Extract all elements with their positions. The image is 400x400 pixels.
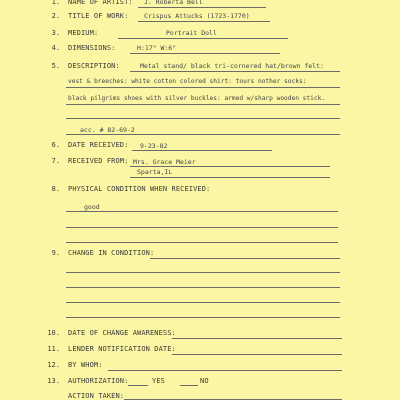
description-label: DESCRIPTION: (68, 62, 120, 70)
item-number-5: 5. (51, 62, 60, 70)
medium-value: Portrait Doll (166, 29, 217, 37)
physical-condition-rule-1 (66, 211, 338, 212)
date-received-line (132, 150, 272, 151)
change-in-condition-rule-5 (66, 317, 340, 318)
item-number-7: 7. (51, 157, 60, 165)
physical-condition-value: good (84, 203, 100, 211)
change-in-condition-label: CHANGE IN CONDITION: (68, 249, 155, 257)
dimensions-value: H:17" W:6" (137, 44, 177, 52)
change-in-condition-rule-2 (66, 272, 340, 273)
description-rule-5 (66, 134, 340, 135)
item-number-6: 6. (51, 141, 60, 149)
authorization-no-blank (180, 385, 198, 386)
date-change-awareness-label: DATE OF CHANGE AWARENESS: (68, 329, 176, 337)
physical-condition-label: PHYSICAL CONDITION WHEN RECEIVED: (68, 185, 211, 193)
artist-name-line (138, 7, 266, 8)
description-rule-3 (66, 104, 340, 105)
item-number-4: 4. (51, 44, 60, 52)
title-line (138, 21, 270, 22)
item-number-11: 11. (47, 345, 60, 353)
lender-notification-label: LENDER NOTIFICATION DATE: (68, 345, 176, 353)
change-in-condition-rule-1 (150, 258, 340, 259)
description-line-1: Metal stand/ black tri-cornered hat/brown felt: (140, 62, 324, 70)
artist-name-label: NAME OF ARTIST: (68, 0, 133, 6)
date-change-awareness-line (172, 338, 342, 339)
item-number-1: 1. (51, 0, 60, 6)
item-number-12: 12. (47, 361, 60, 369)
item-number-8: 8. (51, 185, 60, 193)
received-from-name: Mrs. Grace Meier (133, 158, 196, 166)
authorization-yes-blank (128, 385, 148, 386)
received-from-line-2 (130, 177, 330, 178)
action-taken-label: ACTION TAKEN: (68, 392, 125, 400)
date-received-label: DATE RECEIVED: (68, 141, 129, 149)
description-line-2: vest & breeches: white cotton colored shirt: tours nother socks: (68, 78, 307, 85)
dimensions-line (130, 53, 280, 54)
item-number-2: 2. (51, 12, 60, 20)
item-number-3: 3. (51, 29, 60, 37)
by-whom-label: BY WHOM: (68, 361, 103, 369)
by-whom-line (108, 370, 342, 371)
description-rule-1 (130, 71, 340, 72)
description-line-3: black pilgrims shoes with silver buckles: armed w/sharp wooden stick. (68, 95, 326, 102)
authorization-no-label: NO (200, 377, 209, 385)
item-number-10: 10. (47, 329, 60, 337)
title-label: TITLE OF WORK: (68, 12, 129, 20)
title-value: Crispus Attucks (1723-1770) (144, 12, 250, 20)
dimensions-label: DIMENSIONS: (68, 44, 116, 52)
authorization-label: AUTHORIZATION: (68, 377, 129, 385)
change-in-condition-rule-3 (66, 287, 340, 288)
medium-label: MEDIUM: (68, 29, 99, 37)
description-rule-2 (66, 87, 340, 88)
accession-number: acc. # 82-69-2 (80, 126, 135, 134)
lender-notification-line (172, 354, 342, 355)
artist-name-value: J. Roberta Bell (144, 0, 203, 6)
medium-line (118, 38, 288, 39)
received-from-city: Sparta,IL (137, 168, 173, 176)
physical-condition-rule-2 (66, 227, 338, 228)
authorization-yes-label: YES (152, 377, 165, 385)
change-in-condition-rule-4 (66, 302, 340, 303)
date-received-value: 9-23-82 (140, 142, 168, 150)
physical-condition-rule-3 (66, 242, 338, 243)
item-number-13: 13. (47, 377, 60, 385)
item-number-9: 9. (51, 249, 60, 257)
received-from-line-1 (130, 166, 330, 167)
received-from-label: RECEIVED FROM: (68, 157, 129, 165)
description-rule-4 (66, 118, 340, 119)
